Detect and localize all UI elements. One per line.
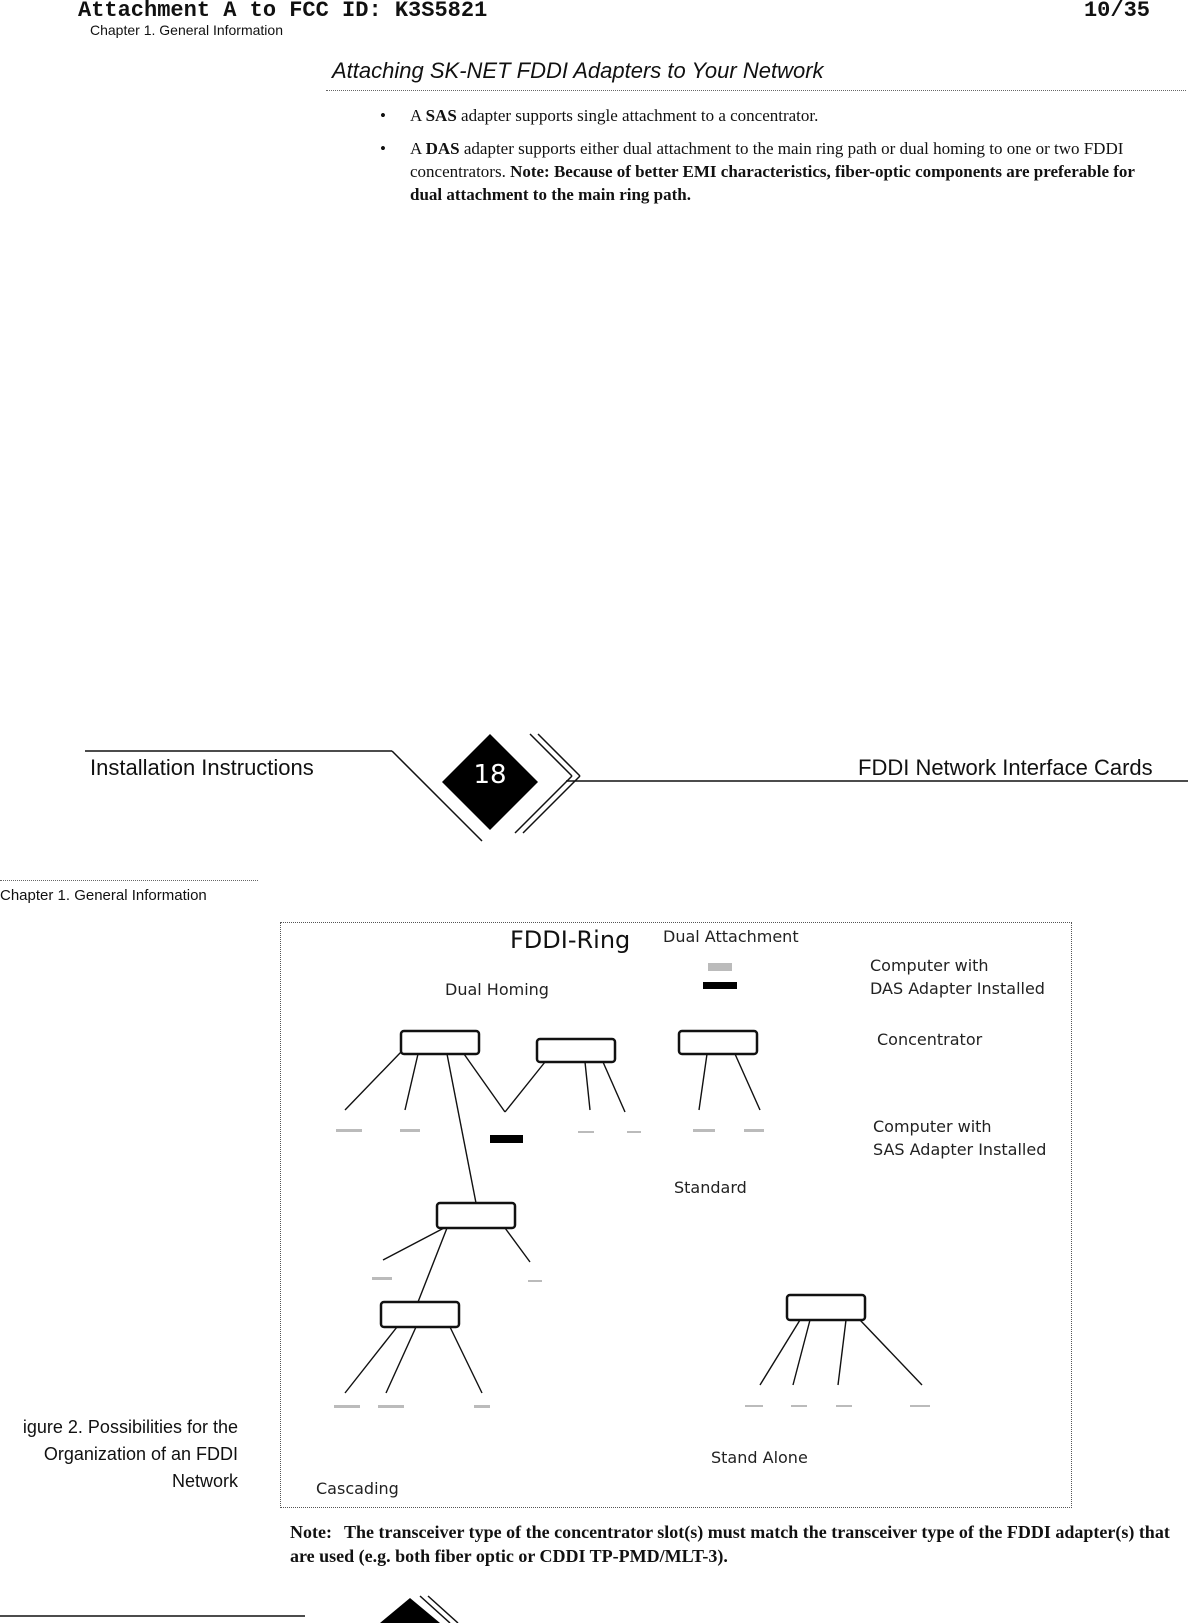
label-concentrator: Concentrator <box>877 1030 983 1049</box>
label-dual-attachment: Dual Attachment <box>663 927 799 946</box>
figure-frame <box>280 922 1072 1508</box>
fcc-id-header: Attachment A to FCC ID: K3S5821 <box>78 0 488 23</box>
figure-caption <box>0 1414 238 1495</box>
caption-line: Network <box>171 1471 238 1491</box>
label-computer-das-2: DAS Adapter Installed <box>870 979 1045 998</box>
bottom-diamond-icon <box>380 1598 440 1623</box>
footer-right-label: FDDI Network Interface Cards <box>858 755 1153 780</box>
bullet-note: Note: Because of better EMI characteristics, fiber-optic components are preferable for dual attachment to the main ring path. <box>410 162 1135 204</box>
figure-title: FDDI-Ring <box>510 926 631 954</box>
label-stand-alone: Stand Alone <box>711 1448 808 1467</box>
footer-page-number <box>472 760 508 790</box>
footer-page-text: 18 <box>473 760 507 790</box>
bullet-icon: • <box>380 139 386 158</box>
note-label: Note: <box>290 1522 332 1542</box>
label-standard: Standard <box>674 1178 747 1197</box>
footer-left-label: Installation Instructions <box>90 755 314 780</box>
bullet-text: adapter supports single attachment to a concentrator. <box>456 106 819 125</box>
label-computer-sas-1: Computer with <box>873 1117 992 1136</box>
running-head-2: Chapter 1. General Information <box>0 887 207 904</box>
running-head: Chapter 1. General Information <box>90 22 283 38</box>
section-title: Attaching SK-NET FDDI Adapters to Your Network <box>332 58 824 83</box>
label-dual-homing: Dual Homing <box>445 980 549 999</box>
bullet-term: SAS <box>425 106 457 125</box>
figure-note <box>290 1520 1170 1568</box>
note-text: The transceiver type of the concentrator slot(s) must match the transceiver type of the FDDI adapter(s) that are used (e.g. both fiber optic or CDDI TP-PMD/MLT-3). <box>290 1522 1170 1566</box>
caption-line: igure 2. Possibilities for the <box>22 1417 238 1437</box>
bullet-prefix: A <box>410 106 426 125</box>
label-cascading: Cascading <box>316 1479 399 1498</box>
bullet-text: adapter supports either dual attachment to the main ring path or dual homing to one or two FDDI concentrators. <box>410 139 1124 181</box>
label-computer-das-1: Computer with <box>870 956 989 975</box>
label-computer-sas-2: SAS Adapter Installed <box>873 1140 1047 1159</box>
caption-line: Organization of an FDDI <box>43 1444 238 1464</box>
bullet-term: DAS <box>425 139 460 158</box>
bullet-prefix: A <box>410 139 426 158</box>
page-number: 10/35 <box>1083 0 1150 23</box>
running-head-2-rule <box>0 880 258 881</box>
bullet-icon: • <box>380 106 386 125</box>
